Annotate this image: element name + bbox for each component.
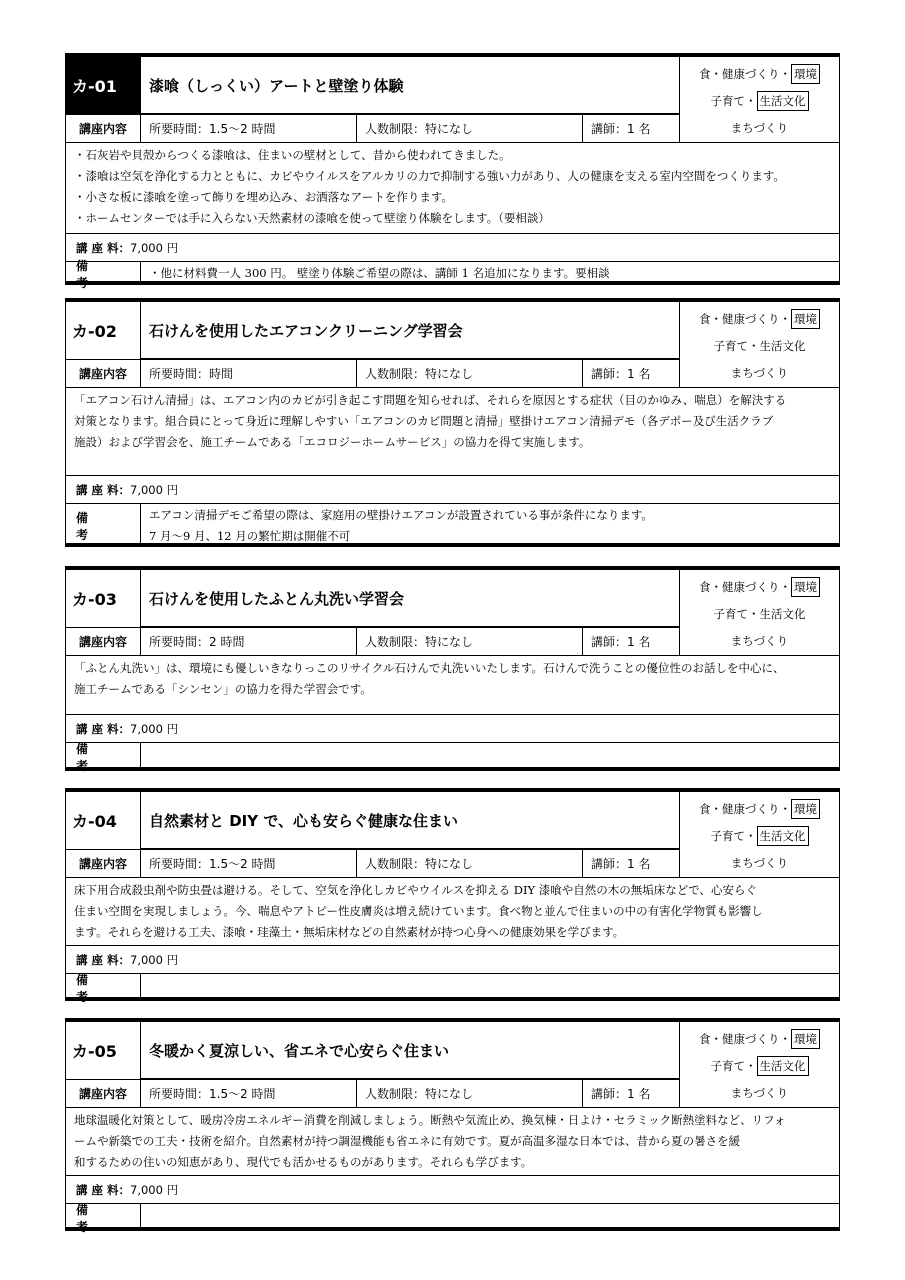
- course-code: カ-01: [66, 57, 141, 114]
- lecturer-cell: 講師：1 名: [583, 1079, 680, 1107]
- category-highlight: 生活文化: [757, 826, 809, 846]
- course-card: [65, 1018, 840, 1234]
- course-description: 地球温暖化対策として、暖房冷房エネルギー消費を削減しましょう。断熱や気流止め、換気棟・日よけ・セラミック断熱塗料など、リフォ ームや新築での工夫・技術を紹介。自然素材が持つ調湿機能も省エネに有効です。夏が高温多湿な日本では、昔から夏の暑さを緩 和するための住いの知恵があり、現代でも活かせるものがあります。それらも学びます。: [66, 1107, 839, 1175]
- category-list: 食・健康づくり・ 環境 子育て・生活文化 まちづくり: [680, 302, 839, 387]
- limit-cell: 人数制限：特になし: [357, 114, 583, 142]
- course-code: カ-03: [66, 570, 141, 627]
- content-label: 講座内容: [66, 849, 141, 877]
- content-label: 講座内容: [66, 359, 141, 387]
- course-code: カ-04: [66, 792, 141, 849]
- fee-row: 講 座 料： 7,000 円: [66, 233, 839, 261]
- time-cell: 所要時間：1.5～2 時間: [141, 849, 357, 877]
- time-cell: 所要時間：1.5～2 時間: [141, 114, 357, 142]
- category-highlight: 環境: [791, 799, 820, 819]
- course-code: カ-02: [66, 302, 141, 359]
- course-description: ・石灰岩や貝殻からつくる漆喰は、住まいの壁材として、昔から使われてきました。 ・漆喰は空気を浄化する力とともに、カビやウイルスをアルカリの力で抑制する強い力があり、人の健康を支える室内空間をつくります。 ・小さな板に漆喰を塗って飾りを埋め込み、お洒落なアートを作ります。 ・ホームセンターでは手に入らない天然素材の漆喰を使って壁塗り体験をします。（要相談）: [66, 142, 839, 233]
- category-list: 食・健康づくり・ 環境 子育て・ 生活文化 まちづくり: [680, 1022, 839, 1107]
- category-highlight: 生活文化: [757, 91, 809, 111]
- category-list: 食・健康づくり・ 環境 子育て・ 生活文化 まちづくり: [680, 57, 839, 142]
- notes-row: 備 考: [66, 973, 839, 1001]
- course-card: [65, 788, 840, 1004]
- course-title: 石けんを使用したエアコンクリーニング学習会: [141, 302, 680, 359]
- category-highlight: 環境: [791, 309, 820, 329]
- lecturer-cell: 講師：1 名: [583, 114, 680, 142]
- time-cell: 所要時間：時間: [141, 359, 357, 387]
- time-cell: 所要時間：2 時間: [141, 627, 357, 655]
- content-label: 講座内容: [66, 1079, 141, 1107]
- lecturer-cell: 講師：1 名: [583, 627, 680, 655]
- lecturer-cell: 講師：1 名: [583, 359, 680, 387]
- notes-row: 備 考: [66, 1203, 839, 1231]
- time-cell: 所要時間：1.5～2 時間: [141, 1079, 357, 1107]
- category-highlight: 環境: [791, 577, 820, 597]
- notes-row: 備 考 エアコン清掃デモご希望の際は、家庭用の壁掛けエアコンが設置されている事が条件になります。 7 月～9 月、12 月の繁忙期は開催不可: [66, 503, 839, 547]
- course-title: 漆喰（しっくい）アートと壁塗り体験: [141, 57, 680, 114]
- category-highlight: 生活文化: [757, 1056, 809, 1076]
- course-description: 床下用合成殺虫剤や防虫畳は避ける。そして、空気を浄化しカビやウイルスを抑える DIY 漆喰や自然の木の無垢床などで、心安らぐ 住まい空間を実現しましょう。今、喘息やアトピー性皮膚炎は増え続けています。食べ物と並んで住まいの中の有害化学物質も影響し ます。それらを避ける工夫、漆喰・珪藻土・無垢床材などの自然素材が持つ心身への健康効果を学びます。: [66, 877, 839, 945]
- content-label: 講座内容: [66, 114, 141, 142]
- category-highlight: 環境: [791, 64, 820, 84]
- fee-row: 講 座 料： 7,000 円: [66, 1175, 839, 1203]
- category-list: 食・健康づくり・ 環境 子育て・生活文化 まちづくり: [680, 570, 839, 655]
- course-card: [65, 566, 840, 771]
- course-title: 石けんを使用したふとん丸洗い学習会: [141, 570, 680, 627]
- limit-cell: 人数制限：特になし: [357, 627, 583, 655]
- notes-row: 備 考: [66, 742, 839, 771]
- fee-row: 講 座 料： 7,000 円: [66, 714, 839, 742]
- course-card: [65, 53, 840, 290]
- course-title: 自然素材と DIY で、心も安らぐ健康な住まい: [141, 792, 680, 849]
- limit-cell: 人数制限：特になし: [357, 1079, 583, 1107]
- notes-row: 備 考 ・他に材料費一人 300 円。 壁塗り体験ご希望の際は、講師 1 名追加になります。要相談: [66, 261, 839, 285]
- course-card: [65, 298, 840, 547]
- limit-cell: 人数制限：特になし: [357, 359, 583, 387]
- fee-row: 講 座 料： 7,000 円: [66, 945, 839, 973]
- fee-row: 講 座 料： 7,000 円: [66, 475, 839, 503]
- limit-cell: 人数制限：特になし: [357, 849, 583, 877]
- course-description: 「ふとん丸洗い」は、環境にも優しいきなりっこのリサイクル石けんで丸洗いいたします。石けんで洗うことの優位性のお話しを中心に、 施工チームである「シンセン」の協力を得た学習会です。: [66, 655, 839, 714]
- course-code: カ-05: [66, 1022, 141, 1079]
- category-highlight: 環境: [791, 1029, 820, 1049]
- course-description: 「エアコン石けん清掃」は、エアコン内のカビが引き起こす問題を知らせれば、それらを原因とする症状（目のかゆみ、喘息）を解決する 対策となります。組合員にとって身近に理解しやすい「エアコンのカビ問題と清掃」壁掛けエアコン清掃デモ（各デポー及び生活クラブ 施設）および学習会を、施工チームである「エコロジーホームサービス」の協力を得て実施します。: [66, 387, 839, 475]
- content-label: 講座内容: [66, 627, 141, 655]
- category-list: 食・健康づくり・ 環境 子育て・ 生活文化 まちづくり: [680, 792, 839, 877]
- lecturer-cell: 講師：1 名: [583, 849, 680, 877]
- course-title: 冬暖かく夏涼しい、省エネで心安らぐ住まい: [141, 1022, 680, 1079]
